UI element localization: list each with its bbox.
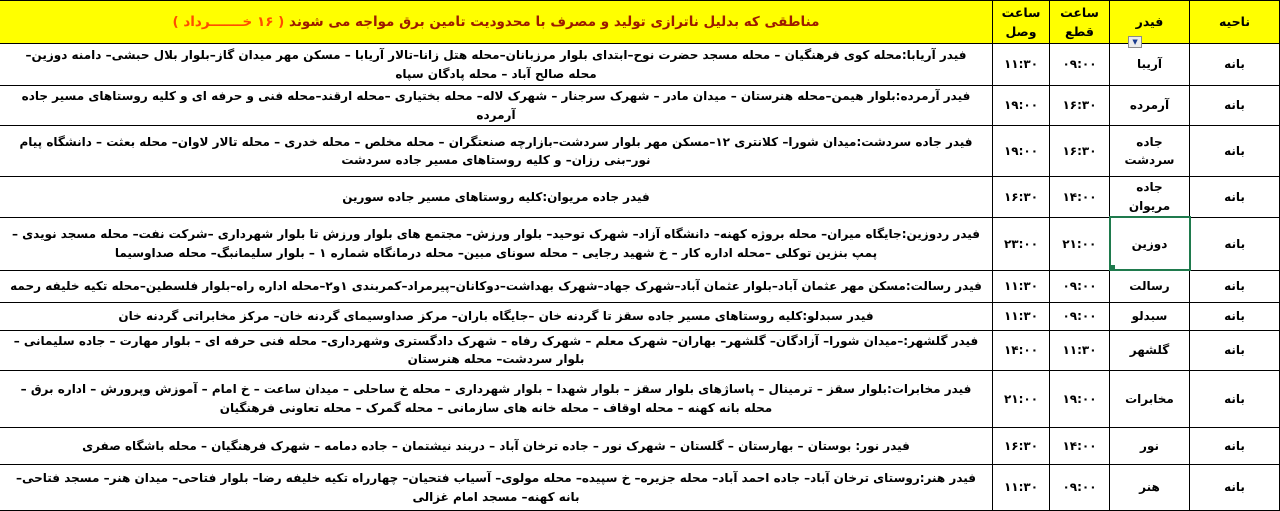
- table-row: [0, 270, 1280, 302]
- reconnect-time-cell[interactable]: ۱۱:۳۰: [993, 465, 1050, 511]
- reconnect-time-cell[interactable]: ۱۱:۳۰: [993, 302, 1050, 330]
- cut-time-cell[interactable]: ۰۹:۰۰: [1050, 302, 1110, 330]
- reconnect-time-cell[interactable]: ۱۱:۳۰: [993, 270, 1050, 302]
- feeder-cell[interactable]: هنر: [1110, 465, 1190, 511]
- region-cell[interactable]: بانه: [1190, 177, 1280, 218]
- region-cell[interactable]: بانه: [1190, 44, 1280, 86]
- region-cell[interactable]: بانه: [1190, 126, 1280, 177]
- feeder-cell[interactable]: آرمرده: [1110, 86, 1190, 126]
- table-row: [0, 302, 1280, 330]
- table-row: [0, 428, 1280, 465]
- region-cell[interactable]: بانه: [1190, 217, 1280, 270]
- feeder-cell[interactable]: مخابرات: [1110, 371, 1190, 428]
- description-cell[interactable]: فیدر هنر:روستای ترخان آباد– جاده احمد آباد– محله جزیره– خ سپیده– محله مولوی– آسیاب فتحیان– چهارراه تکیه خلیفه رضا– بلوار فتاحی– میدان هنر– مسجد فتاحی– بانه کهنه– مسجد امام غزالی: [0, 465, 993, 511]
- table-row: [0, 177, 1280, 218]
- description-cell[interactable]: فیدر گلشهر:–میدان شورا– آزادگان– گلشهر– بهاران– شهرک معلم – شهرک رفاه – شهرک دادگستری وشهرداری– محله فنی حرفه ای – بلوار مهارت – جاده سلیمانی – بلوار سردشت– محله هنرستان: [0, 330, 993, 370]
- reconnect-time-cell[interactable]: ۱۹:۰۰: [993, 86, 1050, 126]
- table-row: [0, 371, 1280, 428]
- reconnect-time-cell[interactable]: ۱۴:۰۰: [993, 330, 1050, 370]
- description-cell[interactable]: فیدر جاده مریوان:کلیه روستاهای مسیر جاده سورین: [0, 177, 993, 218]
- feeder-cell[interactable]: نور: [1110, 428, 1190, 465]
- region-cell[interactable]: بانه: [1190, 371, 1280, 428]
- feeder-cell[interactable]: آریبا: [1110, 44, 1190, 86]
- table-row: [0, 217, 1280, 270]
- region-cell[interactable]: بانه: [1190, 330, 1280, 370]
- description-cell[interactable]: فیدر سبدلو:کلیه روستاهای مسیر جاده سقز تا گردنه خان –جایگاه باران– مرکز صداوسیمای گردنه خان– مرکز مخابراتی گردنه خان: [0, 302, 993, 330]
- feeder-cell[interactable]: جاده مریوان: [1110, 177, 1190, 218]
- cut-time-cell[interactable]: ۰۹:۰۰: [1050, 465, 1110, 511]
- table-row: [0, 44, 1280, 86]
- outage-table-body: [0, 44, 1280, 511]
- cut-time-cell[interactable]: ۱۶:۳۰: [1050, 126, 1110, 177]
- table-row: [0, 465, 1280, 511]
- feeder-cell[interactable]: رسالت: [1110, 270, 1190, 302]
- description-cell[interactable]: فیدر رسالت:مسکن مهر عثمان آباد–بلوار عثمان آباد–شهرک جهاد–شهرک بهداشت–دوکانان–پیرمراد–کمربندی ۱و۲–محله اداره راه–بلوار فلسطین–محله تکیه خلیفه رحمه: [0, 270, 993, 302]
- cut-time-cell[interactable]: ۱۶:۳۰: [1050, 86, 1110, 126]
- description-cell[interactable]: فیدر آریابا:محله کوی فرهنگیان – محله مسجد حضرت نوح–ابتدای بلوار مرزبانان–محله هتل زانا–تالار آریابا – مسکن مهر میدان گاز–بلوار بلال حبشی– دامنه دوزین– محله صالح آباد – محله پادگان سپاه: [0, 44, 993, 86]
- description-cell[interactable]: فیدر جاده سردشت:میدان شورا– کلانتری ۱۲–مسکن مهر بلوار سردشت–بازارچه صنعتگران – محله مخلص – محله خدری – محله تالار لاوان– محله بعثت – دانشگاه پیام نور–بنی رزان– و کلیه روستاهای مسیر جاده سردشت: [0, 126, 993, 177]
- region-cell[interactable]: بانه: [1190, 302, 1280, 330]
- cut-time-cell[interactable]: ۱۱:۳۰: [1050, 330, 1110, 370]
- region-cell[interactable]: بانه: [1190, 270, 1280, 302]
- region-cell[interactable]: بانه: [1190, 465, 1280, 511]
- table-row: [0, 330, 1280, 370]
- column-header-cut-time[interactable]: ساعت قطع: [1050, 1, 1110, 44]
- table-title-date: ( ۱۶ خـــــــرداد ): [172, 13, 285, 30]
- table-row: [0, 126, 1280, 177]
- feeder-cell[interactable]: دوزین: [1110, 217, 1190, 270]
- feeder-cell[interactable]: جاده سردشت: [1110, 126, 1190, 177]
- description-cell[interactable]: فیدر مخابرات:بلوار سقز – ترمینال – پاساژهای بلوار سقز – بلوار شهدا – بلوار شهرداری – محله خ ساحلی – میدان ساعت – خ امام – آموزش وپرورش – اداره برق – محله بانه کهنه – محله اوقاف – محله خانه های سازمانی – محله گمرک – محله تعاونی فرهنگیان: [0, 371, 993, 428]
- table-title-cell: [0, 1, 993, 44]
- filter-arrow-glyph: ▼: [1132, 37, 1138, 46]
- feeder-cell[interactable]: سبدلو: [1110, 302, 1190, 330]
- table-title: مناطقی که بدلیل ناترازی تولید و مصرف با محدودیت تامین برق مواجه می شوند: [284, 13, 820, 30]
- description-cell[interactable]: فیدر ردوزین:جایگاه میران– محله بروژه کهنه– دانشگاه آزاد– شهرک توحید– بلوار ورزش– مجتمع های بلوار ورزش تا بلوار شهرداری –شرکت نفت– محله مسجد نویدی – پمپ بنزین توکلی –محله اداره کار – خ شهید رجایی – محله سونای مبین– محله درمانگاه شماره ۱ – بلوار سلیمانبگ– محله صداوسیما: [0, 217, 993, 270]
- cut-time-cell[interactable]: ۰۹:۰۰: [1050, 44, 1110, 86]
- reconnect-time-cell[interactable]: ۱۹:۰۰: [993, 126, 1050, 177]
- feeder-cell[interactable]: گلشهر: [1110, 330, 1190, 370]
- cut-time-cell[interactable]: ۱۴:۰۰: [1050, 177, 1110, 218]
- reconnect-time-cell[interactable]: ۲۳:۰۰: [993, 217, 1050, 270]
- description-cell[interactable]: فیدر آرمرده:بلوار هیمن–محله هنرستان – میدان مادر – شهرک سرجنار – شهرک لاله– محله بختیاری –محله ارقند–محله فنی و حرفه ای و کلیه روستاهای مسیر جاده آرمرده: [0, 86, 993, 126]
- column-header-feeder[interactable]: فیدر: [1110, 1, 1190, 44]
- reconnect-time-cell[interactable]: ۱۶:۳۰: [993, 428, 1050, 465]
- cut-time-cell[interactable]: ۰۹:۰۰: [1050, 270, 1110, 302]
- table-row: [0, 86, 1280, 126]
- region-cell[interactable]: بانه: [1190, 428, 1280, 465]
- description-cell[interactable]: فیدر نور: بوستان – بهارستان – گلستان – شهرک نور – جاده ترخان آباد – دربند نیشتمان – جاده دمامه – شهرک فرهنگیان – محله باشگاه صفری: [0, 428, 993, 465]
- region-cell[interactable]: بانه: [1190, 86, 1280, 126]
- reconnect-time-cell[interactable]: ۱۶:۳۰: [993, 177, 1050, 218]
- cut-time-cell[interactable]: ۱۹:۰۰: [1050, 371, 1110, 428]
- cut-time-cell[interactable]: ۱۴:۰۰: [1050, 428, 1110, 465]
- reconnect-time-cell[interactable]: ۱۱:۳۰: [993, 44, 1050, 86]
- filter-dropdown-icon[interactable]: [1128, 36, 1142, 48]
- column-header-reconnect-time[interactable]: ساعت وصل: [993, 1, 1050, 44]
- reconnect-time-cell[interactable]: ۲۱:۰۰: [993, 371, 1050, 428]
- column-header-region[interactable]: ناحیه: [1190, 1, 1280, 44]
- header-row: [0, 1, 1280, 44]
- cut-time-cell[interactable]: ۲۱:۰۰: [1050, 217, 1110, 270]
